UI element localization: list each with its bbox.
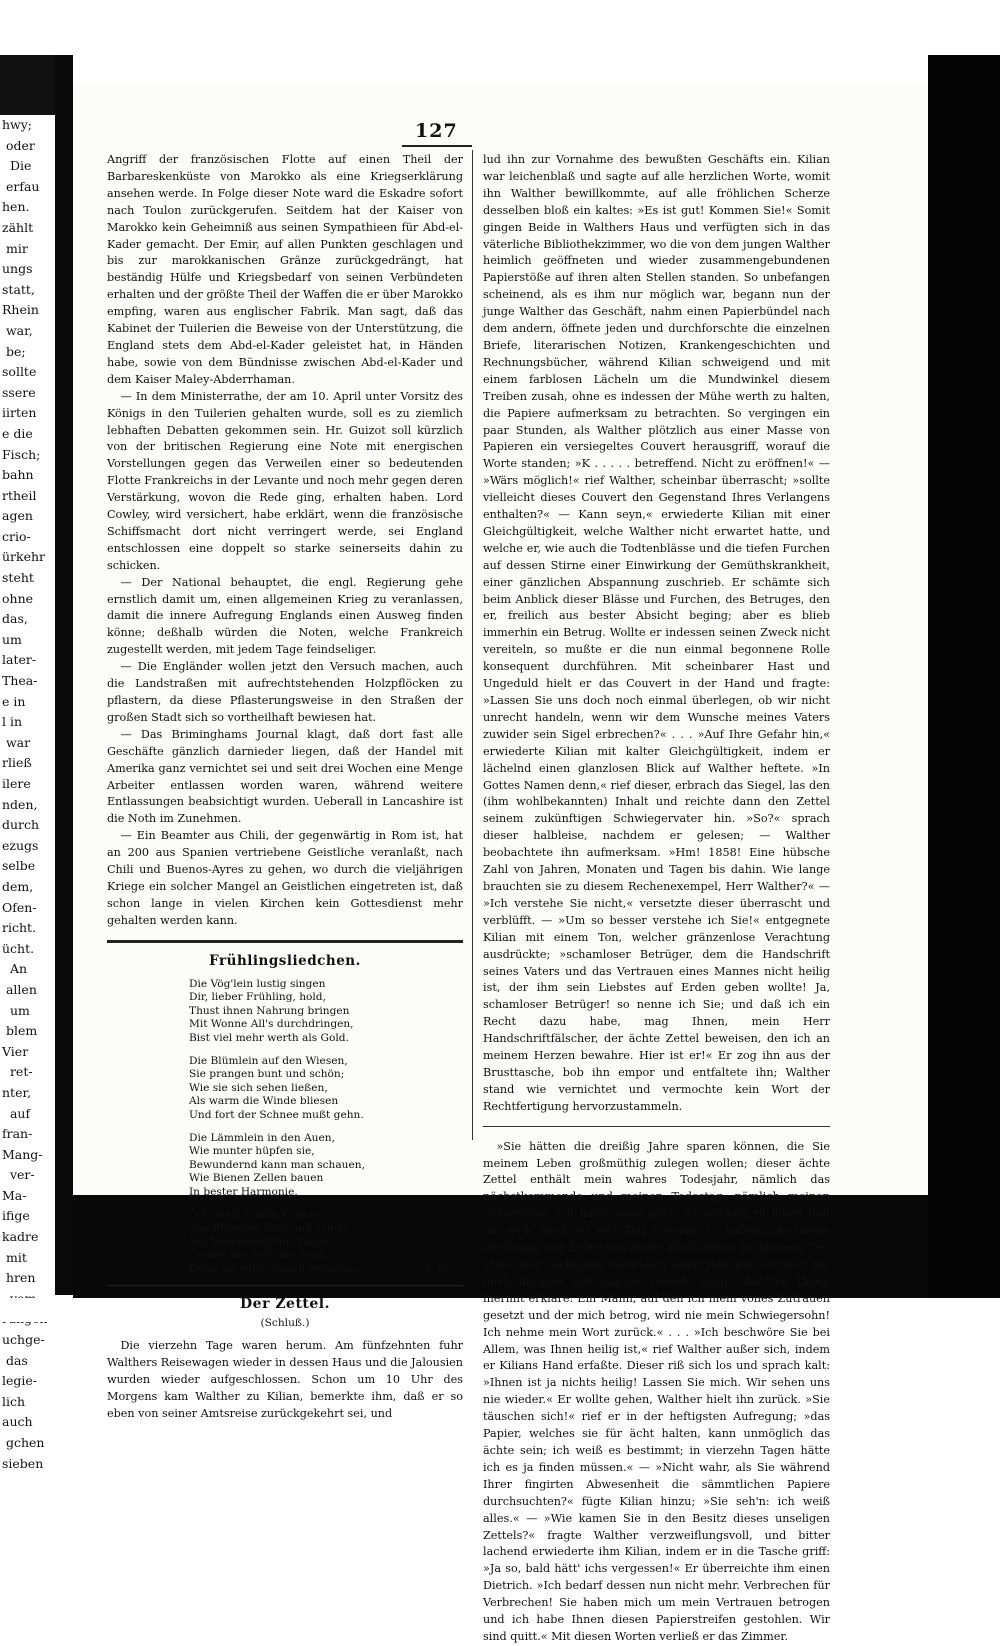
margin-fragment-line: ürkehr — [2, 549, 46, 565]
poem-line: Sie prangen bunt und schön; — [189, 1068, 345, 1081]
poem-line: In bester Harmonie. — [189, 1185, 298, 1198]
margin-fragment-line: bahn — [2, 467, 34, 483]
margin-fragment-line: uchge- — [2, 1332, 45, 1348]
news-paragraph: Angriff der französischen Flotte auf einen Theil der Barbareskenküste von Marokko als eine Kriegserklärung ansehen werde. In Folge dieser Note ward die Eskadre sofort nach Toulon zurückgerufen. Seitdem hat der Kaiser von Marokko kein Geheimniß aus seinen Sympathieen für Abd-el-Kader gemacht. Der Emir, auf allen Punkten geschlagen und bis zur marokkanischen Gränze zurückgedrängt, hat beständig Hülfe und Kriegsbedarf von seinen Verbündeten erhalten und der größte Theil der Waffen die er über Marokko empfing, waren aus englischer Fabrik. Man sagt, daß das Kabinet der Tuilerien die Beweise von der Unterstützung, die England stets dem Abd-el-Kader geleistet hat, in Händen habe, sowie von dem Bündnisse zwischen Abd-el-Kader und dem Kaiser Maley-Abderrhaman. — [107, 153, 463, 386]
scan-right-edge — [928, 55, 1000, 1298]
margin-fragment-line: ücht. — [2, 940, 35, 956]
margin-fragment-line: auf — [2, 1105, 31, 1121]
scan-dark-corner — [0, 55, 60, 115]
margin-fragment-line: war — [2, 734, 31, 750]
page-number-rule — [402, 145, 472, 147]
margin-fragment-line: statt, — [2, 281, 35, 297]
story-paragraph: lud ihn zur Vornahme des bewußten Geschäfts ein. Kilian war leichenblaß und sagte auf alle herzlichen Worte, womit ihn Walther bewillkommte, auf alle fröhlichen Scherze desselben bloß ein kaltes: »Es ist gut! Kommen Sie!« Somit gingen Beide in Walthers Haus und verfügten sich in das väterliche Bibliothekzimmer, wo die von dem jungen Walther heimlich geöffneten und wieder zusammengebundenen Papierstöße auf ihren alten Stellen standen. So unbefangen scheinend, als es ihm nur möglich war, begann nun der junge Walther das Geschäft, nahm einen Papierbündel nach dem andern, öffnete jeden und durchforschte die einzelnen Briefe, literarischen Notizen, Krankengeschichten und Rechnungsbücher, während Kilian schweigend und mit einem farblosen Lächeln um die Mundwinkel diesem Treiben zusah, ohne es indessen der Mühe werth zu halten, die Papiere aufmerksam zu betrachten. So vergingen ein paar Stunden, als Walther plötzlich aus einer Masse von Papieren ein versiegeltes Couvert herausgriff, worauf die Worte standen; »K . . . . . betreffend. Nicht zu eröffnen!« — »Wärs möglich!« rief Walther, scheinbar überrascht; »sollte vielleicht dieses Couvert den Gegenstand Ihres Verlangens enthalten?« — Kann seyn,« erwiederte Kilian mit einer Gleichgültigkeit, welche Walther nicht erwartet hatte, und welche er, wie auch die Todtenblässe und die tiefen Furchen auf dessen Stirne einer Einwirkung der Gemüthskrankheit, einer gänzlichen Abspannung zuschrieb. Er schämte sich beim Anblick dieser Blässe und Furchen, des Betruges, den er, freilich aus bester Absicht beging; aber es blieb immerhin ein Betrug. Wollte er indessen seinen Zweck nicht vereiteln, so mußte er die nun einmal begonnene Rolle konsequent durchführen. Mit scheinbarer Hast und Ungeduld hielt er das Couvert in der Hand und fragte: »Lassen Sie uns doch noch einmal überlegen, ob wir nicht unrecht handeln, wenn wir dem Wunsche meines Vaters zuwider sein Sigel erbrechen?« . . . »Auf Ihre Gefahr hin,« erwiederte Kilian mit kalter Gleichgültigkeit, indem er lächelnd einen glanzlosen Blick auf Walther heftete. »In Gottes Namen denn,« rief dieser, erbrach das Siegel, las den (ihm wohlbekannten) Inhalt und reichte dann den Zettel seinem zukünftigen Schwiegervater hin. »So?« sprach dieser halbleise, nachdem er gelesen; — Walther beobachtete ihn aufmerksam. »Hm! 1858! Eine hübsche Zahl von Jahren, Monaten und Tagen bis dahin. Wie lange brauchten sie zu diesem Rechenexempel, Herr Walther?« — »Ich verstehe Sie nicht,« versetzte dieser überrascht und verblüfft. — »Um so besser verstehe ich Sie!« entgegnete Kilian mit einem Ton, welcher gränzenlose Verachtung ausdrückte; »schamloser Betrüger, dem die Handschrift seines Vaters und das Vertrauen eines Mannes nicht heilig ist, der ihm sein Liebstes auf Erden geben wollte! Ja, schamloser Betrüger! so nenne ich Sie; und daß ich ein Recht dazu habe, mag Ihnen, mein Herr Handschriftfälscher, der ächte Zettel beweisen, den ich an meinem Herzen bewahre. Hier ist er!« Er zog ihn aus der Brusttasche, bob ihn empor und entfaltete ihn; Walther stand wie vernichtet und vermochte kein Wort der Rechtfertigung hervorzustammeln. — [483, 153, 830, 1113]
margin-fragment-line: agen — [2, 508, 33, 524]
margin-fragment-line: erfau — [2, 178, 40, 194]
margin-fragment-line: later- — [2, 652, 37, 668]
news-paragraph: — In dem Ministerrathe, der am 10. April unter Vorsitz des Königs in den Tuilerien gehalten wurde, soll es zu ziemlich lebhaften Debatten gekommen sein. Hr. Guizot soll kürzlich von der britischen Regierung eine Note mit energischen Vorstellungen gegen das Verweilen einer so bedeutenden Flotte Frankreichs in der Levante und noch mehr gegen deren Verstärkung, wovon die Rede ging, erhalten haben. Lord Cowley, wird versichert, habe erklärt, wenn die französische Schiffsmacht dort nicht verringert werde, sei England entschlossen eine doppelt so starke seinerseits dahin zu schicken. — [107, 389, 463, 572]
margin-fragment-line: um — [2, 1002, 30, 1018]
poem-line: Wie sie sich sehen ließen, — [189, 1081, 328, 1094]
news-paragraph: — Das Briminghams Journal klagt, daß dort fast alle Geschäfte gänzlich darnieder liegen, daß der Handel mit Amerika ganz vernichtet sei und seit drei Wochen eine Menge Arbeiter entlassen worden waren, während weitere Entlassungen beabsichtigt wurden. Ueberall in Lancashire ist die Noth im Zunehmen. — [107, 727, 463, 826]
poem-line: Die Blümlein auf den Wiesen, — [189, 1054, 348, 1067]
margin-fragment-line: kadre — [2, 1229, 39, 1245]
margin-fragment-line: das — [2, 1352, 28, 1368]
margin-fragment-line: nden, — [2, 796, 38, 812]
margin-fragment-line: ver- — [2, 1167, 35, 1183]
margin-fragment-line: e die — [2, 425, 33, 441]
margin-fragment-line: Vier — [2, 1043, 29, 1059]
margin-fragment-line: Fisch; — [2, 446, 41, 462]
margin-fragment-line: Ma- — [2, 1187, 27, 1203]
margin-fragment-line: das, — [2, 611, 28, 627]
paragraph-rule — [483, 1126, 830, 1127]
margin-fragment-line: ret- — [2, 1064, 33, 1080]
story-paragraph: Die vierzehn Tage waren herum. Am fünfzehnten fuhr Walthers Reisewagen wieder in dessen Haus und die Jalousien wurden wieder aufgeschlossen. Schon um 10 Uhr des Morgens kam Walther zu Kilian, bemerkte ihm, daß er so eben von seiner Amtsreise zurückgekehrt sei, und — [107, 1339, 463, 1420]
margin-fragment-line: sieben — [2, 1455, 44, 1471]
poem-line: Die Lämmlein in den Auen, — [189, 1131, 335, 1144]
margin-fragment-line: crio- — [2, 528, 31, 544]
margin-fragment-line: iirten — [2, 405, 37, 421]
poem-line: Thust ihnen Nahrung bringen — [189, 1004, 350, 1017]
section-rule — [107, 940, 463, 943]
margin-fragment-line: ohne — [2, 590, 34, 606]
page-number: 127 — [415, 120, 458, 142]
margin-fragment-line: allen — [2, 981, 37, 997]
margin-fragment-line: selbe — [2, 858, 36, 874]
poem-line: Die Vög'lein lustig singen — [189, 977, 326, 990]
margin-fragment-line: zählt — [2, 219, 34, 235]
poem-stanza — [189, 1055, 463, 1123]
margin-fragment-line: mir — [2, 240, 28, 256]
margin-fragment-line: ungs — [2, 261, 33, 277]
news-paragraph: — Ein Beamter aus Chili, der gegenwärtig in Rom ist, hat an 200 aus Spanien vertriebene Geistliche veranlaßt, nach Chili und Buenos-Ayres zu gehen, wo durch die vieljährigen Kriege ein solcher Mangel an Geistlichen eingetreten ist, daß schon lange in vielen Kirchen kein Gottesdienst mehr gehalten werden kann. — [107, 829, 463, 927]
margin-fragment-line: fran- — [2, 1126, 33, 1142]
margin-fragment-line: Die — [2, 158, 32, 174]
margin-fragment-line: war, — [2, 322, 33, 338]
story-title: Der Zettel. — [240, 1296, 330, 1313]
poem-line: Denn sie wird schnell vergehn. — [189, 1262, 356, 1275]
story-subtitle: (Schluß.) — [260, 1317, 310, 1330]
margin-fragment-line: um — [2, 631, 22, 647]
poem-line: Mit Wonne All's durchdringen, — [189, 1018, 354, 1031]
poem-last-line-row — [189, 1263, 449, 1277]
margin-fragment-line: hwy; — [2, 117, 33, 132]
margin-fragment-line: be; — [2, 343, 26, 359]
column-divider — [472, 150, 473, 1140]
margin-fragment-line: legie- — [2, 1373, 38, 1389]
right-column — [483, 152, 830, 1646]
poem-line: Von Blümlein bunt und schön, — [189, 1222, 351, 1235]
margin-fragment-line: ilere — [2, 776, 31, 791]
poem-line: Als warm die Winde bliesen — [189, 1095, 339, 1108]
book-gutter — [55, 55, 73, 1295]
news-paragraph: — Die Engländer wollen jetzt den Versuch machen, auch die Landstraßen mit aufrechtstehenden Holzpflöcken zu pflastern, da diese Pflasterungsweise in den Straßen der großen Stadt sich so vortheilhaft bewiesen hat. — [107, 660, 463, 724]
poem-line: O Jugend, winde Kränze, — [189, 1208, 323, 1221]
margin-fragment-line: richt. — [2, 920, 37, 936]
margin-fragment-line: steht — [2, 570, 34, 586]
margin-fragment-line: Rhein — [2, 302, 39, 318]
margin-fragment-line: l in — [2, 714, 23, 730]
left-column — [107, 152, 463, 1423]
adjacent-page-fragment — [0, 115, 55, 1471]
poem-line: Und fort der Schnee mußt gehn. — [189, 1108, 364, 1121]
margin-fragment-line: Thea- — [2, 673, 38, 689]
poem-stanza — [189, 1132, 463, 1200]
margin-fragment-line: sollte — [2, 364, 37, 380]
poem-line: Dir, lieber Frühling, hold, — [189, 991, 326, 1004]
margin-fragment-line: lich — [2, 1393, 26, 1409]
poem-signature: A. D. — [423, 1262, 449, 1275]
poem-stanza — [189, 978, 463, 1046]
poem-stanza — [189, 1209, 463, 1277]
poem-line: Wie Bienen Zellen bauen — [189, 1172, 324, 1185]
poem-line: Bist viel mehr werth als Gold. — [189, 1031, 349, 1044]
poem-line: Mit Wonnesang auf Tänze — [189, 1235, 329, 1248]
margin-fragment-line: Ofen- — [2, 899, 37, 915]
poem-line: Wie munter hüpfen sie, — [189, 1145, 315, 1158]
margin-fragment-line: blem — [2, 1023, 38, 1039]
section-rule — [107, 1285, 463, 1286]
margin-fragment-line: hren — [2, 1270, 36, 1286]
margin-fragment-line: mit — [2, 1249, 27, 1265]
margin-fragment-line: dem, — [2, 878, 34, 894]
story-paragraph: »Sie hätten die dreißig Jahre sparen können, die Sie meinem Leben großmüthig zulegen wollen; dieser ächte Zettel enthält mein wahres Todesjahr, nämlich das nächstkommende und meinen Todestag, nämlich meinen Geburtstag. Ich habe somit noch 50 Wochen zu leben und bin froh, noch so viel Zeit vor mir zu haben, um meine Rechnung auf Erden mit Ruhe abschließen zu können. Der erste und wichtigste Gebrauch aber, den ich von der mir noch übrigen Zeit mache, besteht darin, daß ich Ihnen hiermit erkläre: Ein Mann, auf den ich mein volles Zutrauen gesetzt und der mich betrog, wird nie mein Schwiegersohn! Ich nehme mein Wort zurück.« . . . »Ich beschwöre Sie bei Allem, was Ihnen heilig ist,« rief Walther außer sich, indem er Kilians Hand erfaßte. Dieser riß sich los und sprach kalt: »Ihnen ist ja nichts heilig! Lassen Sie mich. Wir sehen uns nie wieder.« Er wollte gehen, Walther hielt ihn zurück. »Sie täuschen sich!« rief er in der heftigsten Aufregung; »das Papier, welches sie für ächt halten, kann unmöglich das ächte sein; ich weiß es bestimmt; in vierzehn Tagen hätte ich es ja finden müssen.« — »Nicht wahr, als Sie während Ihrer fingirten Abwesenheit die sämmtlichen Papiere durchsuchten?« fügte Kilian hinzu; »Sie seh'n: ich weiß alles.« — »Wie kamen Sie in den Besitz dieses unseligen Zettels?« fragte Walther verzweiflungsvoll, und bitter lachend erwiederte ihm Kilian, indem er in die Tasche griff: »Ja so, bald hätt' ichs vergessen!« Er überreichte ihm einen Dietrich. »Ich bedarf dessen nun nicht mehr. Verbrechen für Verbrechen! Sie haben mich um mein Vertrauen betrogen und ich habe Ihnen diesen Papierstreifen gestohlen. Wir sind quitt.« Mit diesen Worten verließ er das Zimmer. — [483, 1139, 830, 1643]
margin-fragment-line: hen. — [2, 199, 30, 215]
poem-line: Bewundernd kann man schauen, — [189, 1158, 365, 1171]
margin-fragment-line: durch — [2, 817, 40, 833]
scan-top-margin — [0, 0, 1000, 55]
margin-fragment-line: e in — [2, 693, 26, 709]
margin-fragment-line: oder — [2, 137, 35, 153]
margin-fragment-line: Mang- — [2, 1146, 43, 1162]
poem-line: Genieß die Zeit im Lenze, — [189, 1249, 328, 1262]
margin-fragment-line: rließ — [2, 755, 32, 771]
margin-fragment-line: gchen — [2, 1435, 45, 1450]
poem-title: Frühlingsliedchen. — [209, 952, 361, 969]
margin-fragment-line: ifige — [2, 1208, 30, 1224]
margin-fragment-line: nter, — [2, 1084, 32, 1100]
margin-fragment-line: An — [2, 961, 28, 977]
margin-fragment-line: auch — [2, 1414, 33, 1430]
margin-fragment-line: ssere — [2, 384, 36, 400]
margin-fragment-line: ezugs — [2, 837, 39, 853]
news-paragraph: — Der National behauptet, die engl. Regierung gehe ernstlich damit um, einen allgemeinen Krieg zu veranlassen, damit die innere Aufregung Englands einen Ausweg finden könne; deßhalb würden die Noten, welche Frankreich zugestellt werden, mit jedem Tage feindseliger. — [107, 575, 463, 657]
margin-fragment-line: rtheil — [2, 487, 37, 503]
